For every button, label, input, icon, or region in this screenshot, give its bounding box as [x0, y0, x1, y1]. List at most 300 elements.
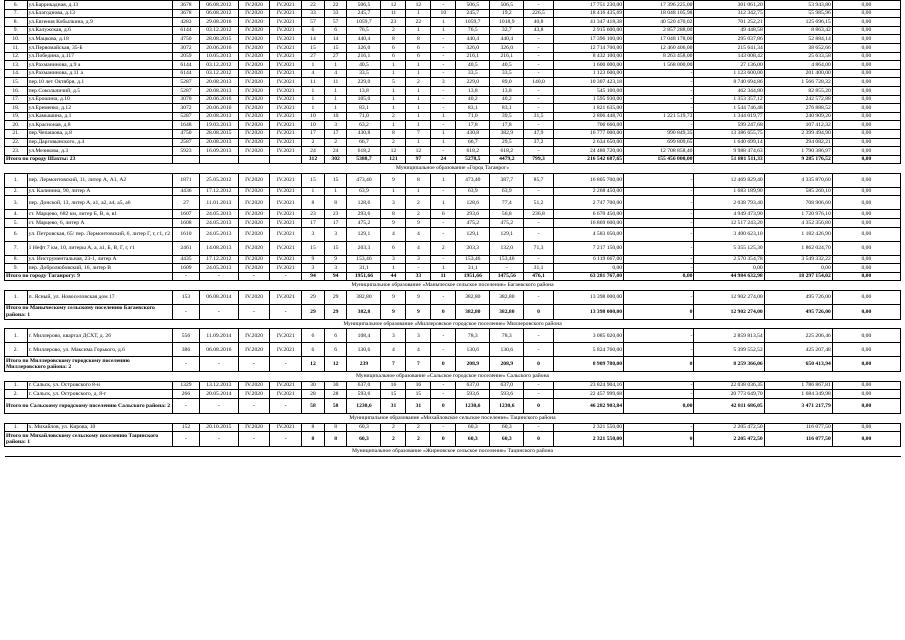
extra-funds-cell: 0,00: [832, 86, 900, 95]
area-owned-cell: 382,80: [490, 304, 524, 319]
area-municipal-cell: -: [524, 104, 553, 113]
cost-total-cell: 8 909 780,00: [553, 357, 623, 372]
relocated-count-cell: 8: [324, 423, 347, 432]
rooms-total-cell: 9: [381, 218, 406, 227]
doc-date-cell: 28.08.2015: [200, 35, 239, 44]
rooms-owned-cell: 12: [406, 147, 431, 156]
address-cell: ул. Петровская, 65/ пер. Лермонтовский, 6, литер Г, г, г1, г2: [27, 227, 172, 241]
extra-funds-cell: 0,00: [832, 357, 900, 372]
doc-number-cell: -: [172, 304, 199, 319]
fund-share-cell: -: [624, 173, 694, 187]
residents-count-cell: 33: [302, 9, 325, 18]
local-share-cell: 9 285 176,52: [764, 155, 832, 164]
municipality-section-title: Муниципальное образование «Михайловское сельское поселение» Тацинского района: [5, 414, 901, 424]
relocated-count-cell: 29: [324, 290, 347, 304]
area-owned-cell: 40,5: [490, 61, 524, 70]
relocated-count-cell: 3: [324, 121, 347, 130]
regional-share-cell: 0,00: [694, 264, 764, 273]
cost-total-cell: 1 821 635,00: [553, 104, 623, 113]
relocated-count-cell: 9: [324, 255, 347, 264]
extra-funds-cell: 0,00: [832, 147, 900, 156]
rooms-municipal-cell: -: [431, 52, 456, 61]
fund-share-cell: 1 221 519,73: [624, 112, 694, 121]
planned-start-cell: IV.2020: [238, 138, 270, 147]
fund-share-cell: -: [624, 255, 694, 264]
planned-start-cell: IV.2020: [238, 18, 270, 27]
rooms-owned-cell: 12: [406, 1, 431, 10]
area-relocated-cell: 637,0: [456, 381, 490, 390]
fund-share-cell: 0,00: [624, 272, 694, 281]
planned-end-cell: IV.2021: [270, 343, 302, 357]
doc-number-cell: -: [172, 272, 199, 281]
cost-total-cell: 13 398 000,00: [553, 290, 623, 304]
residents-count-cell: 8: [302, 423, 325, 432]
table-body: [5, 1, 901, 457]
planned-start-cell: IV.2020: [238, 241, 270, 255]
extra-funds-cell: 0,00: [832, 112, 900, 121]
fund-share-cell: 17 396 225,00: [624, 1, 694, 10]
residents-count-cell: 3: [302, 227, 325, 241]
planned-end-cell: IV.2021: [270, 112, 302, 121]
area-total-cell: 440,4: [347, 35, 381, 44]
table-row: [5, 196, 901, 210]
local-share-cell: 53 943,80: [764, 1, 832, 10]
cost-total-cell: 2 321 550,00: [553, 432, 623, 447]
doc-date-cell: 19.03.2013: [200, 121, 239, 130]
doc-number-cell: 556: [172, 329, 199, 343]
cost-total-cell: 7 217 150,00: [553, 241, 623, 255]
relocated-count-cell: 4: [324, 69, 347, 78]
residents-count-cell: 9: [302, 255, 325, 264]
area-total-cell: 105,0: [347, 95, 381, 104]
planned-end-cell: IV.2021: [270, 86, 302, 95]
area-total-cell: 618,2: [347, 147, 381, 156]
regional-share-cell: 20 773 649,70: [694, 390, 764, 399]
planned-end-cell: -: [270, 399, 302, 414]
subtotal-row: [5, 272, 901, 281]
residents-count-cell: 29: [302, 304, 325, 319]
rooms-municipal-cell: 1: [431, 112, 456, 121]
rooms-total-cell: 15: [381, 390, 406, 399]
local-share-cell: 1 684 349,98: [764, 390, 832, 399]
rooms-owned-cell: 1: [406, 187, 431, 196]
doc-number-cell: 6144: [172, 69, 199, 78]
doc-number-cell: 6144: [172, 61, 199, 70]
planned-start-cell: IV.2020: [238, 1, 270, 10]
area-owned-cell: 1018,9: [490, 18, 524, 27]
rooms-municipal-cell: -: [431, 381, 456, 390]
doc-date-cell: 11.01.2013: [200, 196, 239, 210]
residents-count-cell: 27: [302, 52, 325, 61]
row-number-cell: 19.: [5, 112, 28, 121]
subtotal-label: Итого по Михайловскому сельскому поселению Тацинского района: 1: [5, 432, 173, 447]
doc-number-cell: 4435: [172, 255, 199, 264]
area-relocated-cell: 440,4: [456, 35, 490, 44]
area-total-cell: 66,7: [347, 138, 381, 147]
relocated-count-cell: 6: [324, 343, 347, 357]
local-share-cell: 25 633,58: [764, 52, 832, 61]
area-relocated-cell: 203,3: [456, 241, 490, 255]
area-municipal-cell: -: [524, 95, 553, 104]
extra-funds-cell: 0,00: [832, 9, 900, 18]
address-cell: х. Михайлов, ул. Кирова, 10: [27, 423, 172, 432]
local-share-cell: 107 412,32: [764, 121, 832, 130]
residents-count-cell: 17: [302, 218, 325, 227]
area-municipal-cell: -: [524, 381, 553, 390]
planned-start-cell: IV.2020: [238, 121, 270, 130]
fund-share-cell: -: [624, 381, 694, 390]
rooms-owned-cell: 2: [406, 196, 431, 210]
doc-date-cell: -: [200, 357, 239, 372]
doc-date-cell: 11.09.2014: [200, 329, 239, 343]
residents-count-cell: 28: [302, 390, 325, 399]
table-row: [5, 423, 901, 432]
rooms-total-cell: 31: [381, 399, 406, 414]
table-row: [5, 381, 901, 390]
extra-funds-cell: 0,00: [832, 423, 900, 432]
address-cell: г. Сальск, ул. Островского, д. 8-г: [27, 390, 172, 399]
area-owned-cell: -: [490, 264, 524, 273]
doc-date-cell: 03.12.2012: [200, 69, 239, 78]
doc-date-cell: 24.05.2013: [200, 227, 239, 241]
doc-number-cell: 2587: [172, 138, 199, 147]
area-municipal-cell: -: [524, 218, 553, 227]
rooms-total-cell: 7: [381, 357, 406, 372]
cost-total-cell: 2 747 700,00: [553, 196, 623, 210]
table-row: [5, 129, 901, 138]
area-total-cell: 1951,66: [347, 272, 381, 281]
row-number-cell: 8.: [5, 255, 28, 264]
area-total-cell: 382,8: [347, 304, 381, 319]
local-share-cell: 55 985,96: [764, 9, 832, 18]
regional-share-cell: 8 740 694,86: [694, 78, 764, 87]
area-total-cell: 430,8: [347, 129, 381, 138]
table-row: [5, 26, 901, 35]
area-relocated-cell: 13,8: [456, 86, 490, 95]
table-row: [5, 210, 901, 219]
address-cell: пер.10 лет Октября, д.1: [27, 78, 172, 87]
table-row: [5, 227, 901, 241]
regional-share-cell: 1 544 746,48: [694, 104, 764, 113]
residents-count-cell: 1: [302, 187, 325, 196]
local-share-cell: 276 888,52: [764, 104, 832, 113]
area-municipal-cell: 71,3: [524, 241, 553, 255]
relocated-count-cell: 94: [324, 272, 347, 281]
rooms-municipal-cell: -: [431, 86, 456, 95]
row-number-cell: 3.: [5, 196, 28, 210]
rooms-total-cell: 6: [381, 43, 406, 52]
cost-total-cell: 6 119 667,00: [553, 255, 623, 264]
doc-date-cell: 06.08.2012: [200, 9, 239, 18]
row-number-cell: 15.: [5, 78, 28, 87]
rooms-municipal-cell: -: [431, 329, 456, 343]
area-owned-cell: 216,1: [490, 52, 524, 61]
rooms-total-cell: 2: [381, 138, 406, 147]
table-row: [5, 1, 901, 10]
planned-start-cell: -: [238, 357, 270, 372]
table-row: [5, 18, 901, 27]
municipality-section-row: [5, 281, 901, 291]
extra-funds-cell: 0,00: [832, 138, 900, 147]
residents-count-cell: 10: [302, 121, 325, 130]
doc-number-cell: 4750: [172, 35, 199, 44]
area-owned-cell: 637,0: [490, 381, 524, 390]
area-total-cell: 637,0: [347, 381, 381, 390]
cost-total-cell: 706 660,00: [553, 121, 623, 130]
rooms-total-cell: 6: [381, 241, 406, 255]
address-cell: пер. Лермонтовский, 11, литер А, А1, А2: [27, 173, 172, 187]
cost-total-cell: 24 480 720,00: [553, 147, 623, 156]
local-share-cell: 82 855,20: [764, 86, 832, 95]
area-relocated-cell: 76,5: [456, 26, 490, 35]
rooms-municipal-cell: 11: [431, 272, 456, 281]
local-share-cell: 585 260,10: [764, 187, 832, 196]
local-share-cell: 708 906,60: [764, 196, 832, 210]
row-number-cell: 18.: [5, 104, 28, 113]
extra-funds-cell: 0,00: [832, 173, 900, 187]
regional-share-cell: 1 123 600,00: [694, 69, 764, 78]
rooms-owned-cell: 1: [406, 112, 431, 121]
rooms-total-cell: 1: [381, 69, 406, 78]
area-owned-cell: 4479,2: [490, 155, 524, 164]
local-share-cell: 650 413,94: [764, 357, 832, 372]
area-total-cell: 130,6: [347, 343, 381, 357]
area-total-cell: 83,1: [347, 104, 381, 113]
planned-start-cell: IV.2020: [238, 173, 270, 187]
local-share-cell: 495 726,00: [764, 290, 832, 304]
table-row: [5, 173, 901, 187]
cost-total-cell: 0,00: [553, 264, 623, 273]
planned-start-cell: IV.2020: [238, 95, 270, 104]
doc-number-cell: 2461: [172, 241, 199, 255]
relocated-count-cell: 1: [324, 95, 347, 104]
planned-start-cell: IV.2020: [238, 329, 270, 343]
doc-number-cell: -: [172, 357, 199, 372]
extra-funds-cell: 0,00: [832, 272, 900, 281]
rooms-total-cell: 9: [381, 290, 406, 304]
doc-date-cell: 03.12.2012: [200, 26, 239, 35]
cost-total-cell: 16 777 000,00: [553, 129, 623, 138]
regional-share-cell: 2 038 793,40: [694, 196, 764, 210]
area-relocated-cell: 430,8: [456, 129, 490, 138]
rooms-total-cell: 44: [381, 272, 406, 281]
area-owned-cell: 60,3: [490, 432, 524, 447]
regional-share-cell: 2 205 472,50: [694, 432, 764, 447]
planned-end-cell: IV.2021: [270, 218, 302, 227]
area-relocated-cell: 593,6: [456, 390, 490, 399]
row-number-cell: 23.: [5, 147, 28, 156]
regional-share-cell: 12 469 829,40: [694, 173, 764, 187]
area-municipal-cell: 43,8: [524, 26, 553, 35]
planned-start-cell: -: [238, 304, 270, 319]
rooms-owned-cell: 4: [406, 227, 431, 241]
area-relocated-cell: 66,7: [456, 138, 490, 147]
relocated-count-cell: 15: [324, 241, 347, 255]
relocated-count-cell: 2: [324, 138, 347, 147]
area-owned-cell: 382,9: [490, 129, 524, 138]
table-row: [5, 95, 901, 104]
doc-number-cell: 1607: [172, 210, 199, 219]
regional-share-cell: 27 136,00: [694, 61, 764, 70]
planned-start-cell: IV.2020: [238, 210, 270, 219]
local-share-cell: 18 297 154,02: [764, 272, 832, 281]
regional-share-cell: 301 061,20: [694, 1, 764, 10]
rooms-owned-cell: 6: [406, 52, 431, 61]
planned-end-cell: IV.2021: [270, 147, 302, 156]
fund-share-cell: 2 857 288,00: [624, 26, 694, 35]
area-owned-cell: 78,3: [490, 329, 524, 343]
relocated-count-cell: 1: [324, 187, 347, 196]
area-owned-cell: 132,0: [490, 241, 524, 255]
area-owned-cell: 29,5: [490, 138, 524, 147]
fund-share-cell: 0: [624, 304, 694, 319]
area-owned-cell: 506,5: [490, 1, 524, 10]
planned-end-cell: IV.2021: [270, 227, 302, 241]
local-share-cell: 1 786 867,81: [764, 381, 832, 390]
planned-start-cell: IV.2020: [238, 290, 270, 304]
cost-total-cell: 545 100,00: [553, 86, 623, 95]
planned-end-cell: IV.2021: [270, 129, 302, 138]
regional-share-cell: 143 008,42: [694, 52, 764, 61]
rooms-owned-cell: 1: [406, 86, 431, 95]
address-cell: ст. Марцево, 682 км, литер Б, В, в, в1: [27, 210, 172, 219]
area-municipal-cell: -: [524, 35, 553, 44]
residents-count-cell: 29: [302, 290, 325, 304]
relocated-count-cell: 11: [324, 78, 347, 87]
area-owned-cell: 60,3: [490, 423, 524, 432]
doc-date-cell: 06.08.2012: [200, 1, 239, 10]
area-owned-cell: 17,8: [490, 121, 524, 130]
local-share-cell: 0,00: [764, 264, 832, 273]
area-municipal-cell: 31,1: [524, 264, 553, 273]
relocated-count-cell: 302: [324, 155, 347, 164]
doc-number-cell: 3070: [172, 95, 199, 104]
rooms-total-cell: 9: [381, 173, 406, 187]
doc-date-cell: 16.09.2013: [200, 147, 239, 156]
rooms-owned-cell: 9: [406, 304, 431, 319]
row-number-cell: 17.: [5, 95, 28, 104]
rooms-total-cell: 4: [381, 343, 406, 357]
area-relocated-cell: 129,1: [456, 227, 490, 241]
area-relocated-cell: 153,46: [456, 255, 490, 264]
relocated-count-cell: 57: [324, 18, 347, 27]
planned-end-cell: IV.2021: [270, 52, 302, 61]
rooms-municipal-cell: 1: [431, 196, 456, 210]
row-number-cell: 6.: [5, 227, 28, 241]
row-number-cell: 1.: [5, 423, 28, 432]
planned-end-cell: [270, 155, 302, 164]
area-relocated-cell: 71,0: [456, 112, 490, 121]
doc-date-cell: 06.08.2016: [200, 343, 239, 357]
area-relocated-cell: 1059,7: [456, 18, 490, 27]
regional-share-cell: 49 448,58: [694, 26, 764, 35]
rooms-owned-cell: 9: [406, 218, 431, 227]
address-cell: пер.Дарговынского, д.4: [27, 138, 172, 147]
local-share-cell: 1 720 976,10: [764, 210, 832, 219]
area-owned-cell: 130,6: [490, 343, 524, 357]
area-municipal-cell: 799,3: [524, 155, 553, 164]
cost-total-cell: 13 398 000,00: [553, 304, 623, 319]
area-relocated-cell: 382,80: [456, 304, 490, 319]
address-cell: ул.Мацкова, д.18: [27, 35, 172, 44]
rooms-municipal-cell: -: [431, 343, 456, 357]
relocated-count-cell: 1: [324, 104, 347, 113]
doc-number-cell: 5923: [172, 147, 199, 156]
area-relocated-cell: 31,1: [456, 264, 490, 273]
area-relocated-cell: 63,9: [456, 187, 490, 196]
area-relocated-cell: 216,1: [456, 52, 490, 61]
regional-share-cell: 44 984 632,98: [694, 272, 764, 281]
area-municipal-cell: -: [524, 255, 553, 264]
regional-share-cell: 12 902 274,00: [694, 290, 764, 304]
area-municipal-cell: 31,5: [524, 112, 553, 121]
planned-start-cell: IV.2020: [238, 9, 270, 18]
municipality-section-row: [5, 414, 901, 424]
table-row: [5, 104, 901, 113]
local-share-cell: 125 696,15: [764, 18, 832, 27]
doc-date-cell: 20.05.2014: [200, 390, 239, 399]
area-total-cell: 76,5: [347, 26, 381, 35]
doc-date-cell: 17.12.2012: [200, 255, 239, 264]
cost-total-cell: 12 714 700,00: [553, 43, 623, 52]
cost-total-cell: 46 282 903,84: [553, 399, 623, 414]
local-share-cell: 4 335 870,60: [764, 173, 832, 187]
planned-end-cell: IV.2021: [270, 95, 302, 104]
regional-share-cell: 4 949 473,90: [694, 210, 764, 219]
rooms-owned-cell: 4: [406, 241, 431, 255]
area-owned-cell: 39,5: [490, 112, 524, 121]
area-owned-cell: 56,8: [490, 210, 524, 219]
regional-share-cell: 13 386 655,75: [694, 129, 764, 138]
area-total-cell: 33,5: [347, 69, 381, 78]
cost-total-cell: 4 583 050,00: [553, 227, 623, 241]
fund-share-cell: -: [624, 95, 694, 104]
subtotal-row: [5, 399, 901, 414]
area-municipal-cell: -: [524, 86, 553, 95]
rooms-municipal-cell: 1: [431, 26, 456, 35]
fund-share-cell: -: [624, 78, 694, 87]
rooms-total-cell: 1: [381, 121, 406, 130]
extra-funds-cell: 0,00: [832, 69, 900, 78]
regional-share-cell: 1 683 189,90: [694, 187, 764, 196]
extra-funds-cell: 0,00: [832, 95, 900, 104]
relocated-count-cell: 1: [324, 86, 347, 95]
extra-funds-cell: 0,00: [832, 43, 900, 52]
residents-count-cell: 3: [302, 264, 325, 273]
fund-share-cell: 40 520 470,02: [624, 18, 694, 27]
rooms-total-cell: 8: [381, 129, 406, 138]
doc-number-cell: 3072: [172, 43, 199, 52]
cost-total-cell: 5 824 760,00: [553, 343, 623, 357]
planned-start-cell: IV.2020: [238, 52, 270, 61]
rooms-owned-cell: 22: [406, 18, 431, 27]
planned-start-cell: IV.2020: [238, 86, 270, 95]
fund-share-cell: -: [624, 241, 694, 255]
area-municipal-cell: -: [524, 343, 553, 357]
area-owned-cell: 387,7: [490, 173, 524, 187]
doc-date-cell: 20.08.2013: [200, 86, 239, 95]
area-total-cell: 13,8: [347, 86, 381, 95]
table-row: [5, 241, 901, 255]
local-share-cell: 116 077,50: [764, 423, 832, 432]
row-number-cell: 1.: [5, 173, 28, 187]
residents-count-cell: 30: [302, 381, 325, 390]
planned-start-cell: IV.2020: [238, 227, 270, 241]
local-share-cell: 4 352 356,80: [764, 218, 832, 227]
doc-number-cell: -: [172, 399, 199, 414]
rooms-owned-cell: 7: [406, 357, 431, 372]
planned-start-cell: IV.2020: [238, 218, 270, 227]
